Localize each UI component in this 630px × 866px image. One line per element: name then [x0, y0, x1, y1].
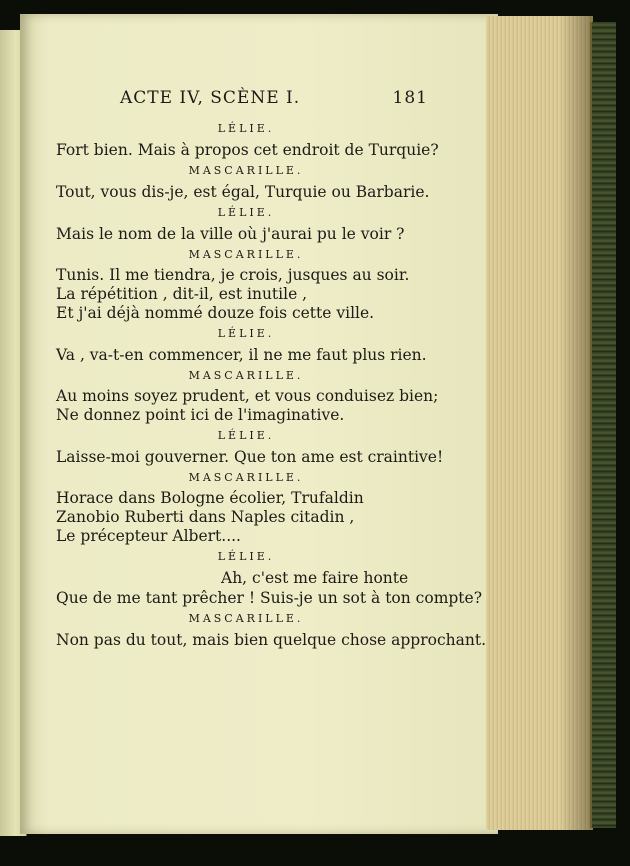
verse-line: Ah, c'est me faire honte: [221, 569, 409, 587]
verse-line: Tunis. Il me tiendra, je crois, jusques au soir.: [56, 266, 410, 284]
speaker-name: LÉLIE.: [217, 429, 275, 442]
speaker-name: MASCARILLE.: [188, 248, 304, 261]
verse-line: Non pas du tout, mais bien quelque chose approchant.: [56, 631, 487, 649]
page-edges: [486, 16, 593, 830]
verse-line: Au moins soyez prudent, et vous conduisez bien;: [56, 387, 439, 405]
speaker-name: LÉLIE.: [217, 122, 275, 135]
speaker-name: MASCARILLE.: [188, 369, 304, 382]
speaker-name: LÉLIE.: [217, 550, 275, 563]
speaker-name: LÉLIE.: [217, 206, 275, 219]
verse-line: Mais le nom de la ville où j'aurai pu le voir ?: [56, 225, 405, 243]
running-title: ACTE IV, SCÈNE I.: [120, 88, 301, 108]
verse-line: Ne donnez point ici de l'imaginative.: [56, 406, 345, 424]
verse-line: Que de me tant prêcher ! Suis-je un sot à ton compte?: [56, 589, 483, 607]
text-block: [56, 88, 487, 650]
verse-line: Tout, vous dis-je, est égal, Turquie ou Barbarie.: [56, 183, 430, 201]
verse-line: Zanobio Ruberti dans Naples citadin ,: [56, 508, 355, 526]
verse-line: Fort bien. Mais à propos cet endroit de Turquie?: [56, 141, 439, 159]
speaker-name: MASCARILLE.: [188, 471, 304, 484]
speaker-name: LÉLIE.: [217, 327, 275, 340]
speaker-name: MASCARILLE.: [188, 612, 304, 625]
speaker-name: MASCARILLE.: [188, 164, 304, 177]
verse-line: Horace dans Bologne écolier, Trufaldin: [56, 489, 364, 507]
verse-line: Le précepteur Albert....: [56, 527, 241, 545]
page-number: 181: [392, 88, 428, 108]
verse-line: La répétition , dit-il, est inutile ,: [56, 285, 308, 303]
book-cover-edge: [590, 22, 616, 828]
verse-line: Va , va-t-en commencer, il ne me faut plus rien.: [56, 346, 427, 364]
verse-line: Laisse-moi gouverner. Que ton ame est craintive!: [56, 448, 444, 466]
page-header: [56, 88, 436, 118]
verse-line: Et j'ai déjà nommé douze fois cette ville.: [56, 304, 375, 322]
